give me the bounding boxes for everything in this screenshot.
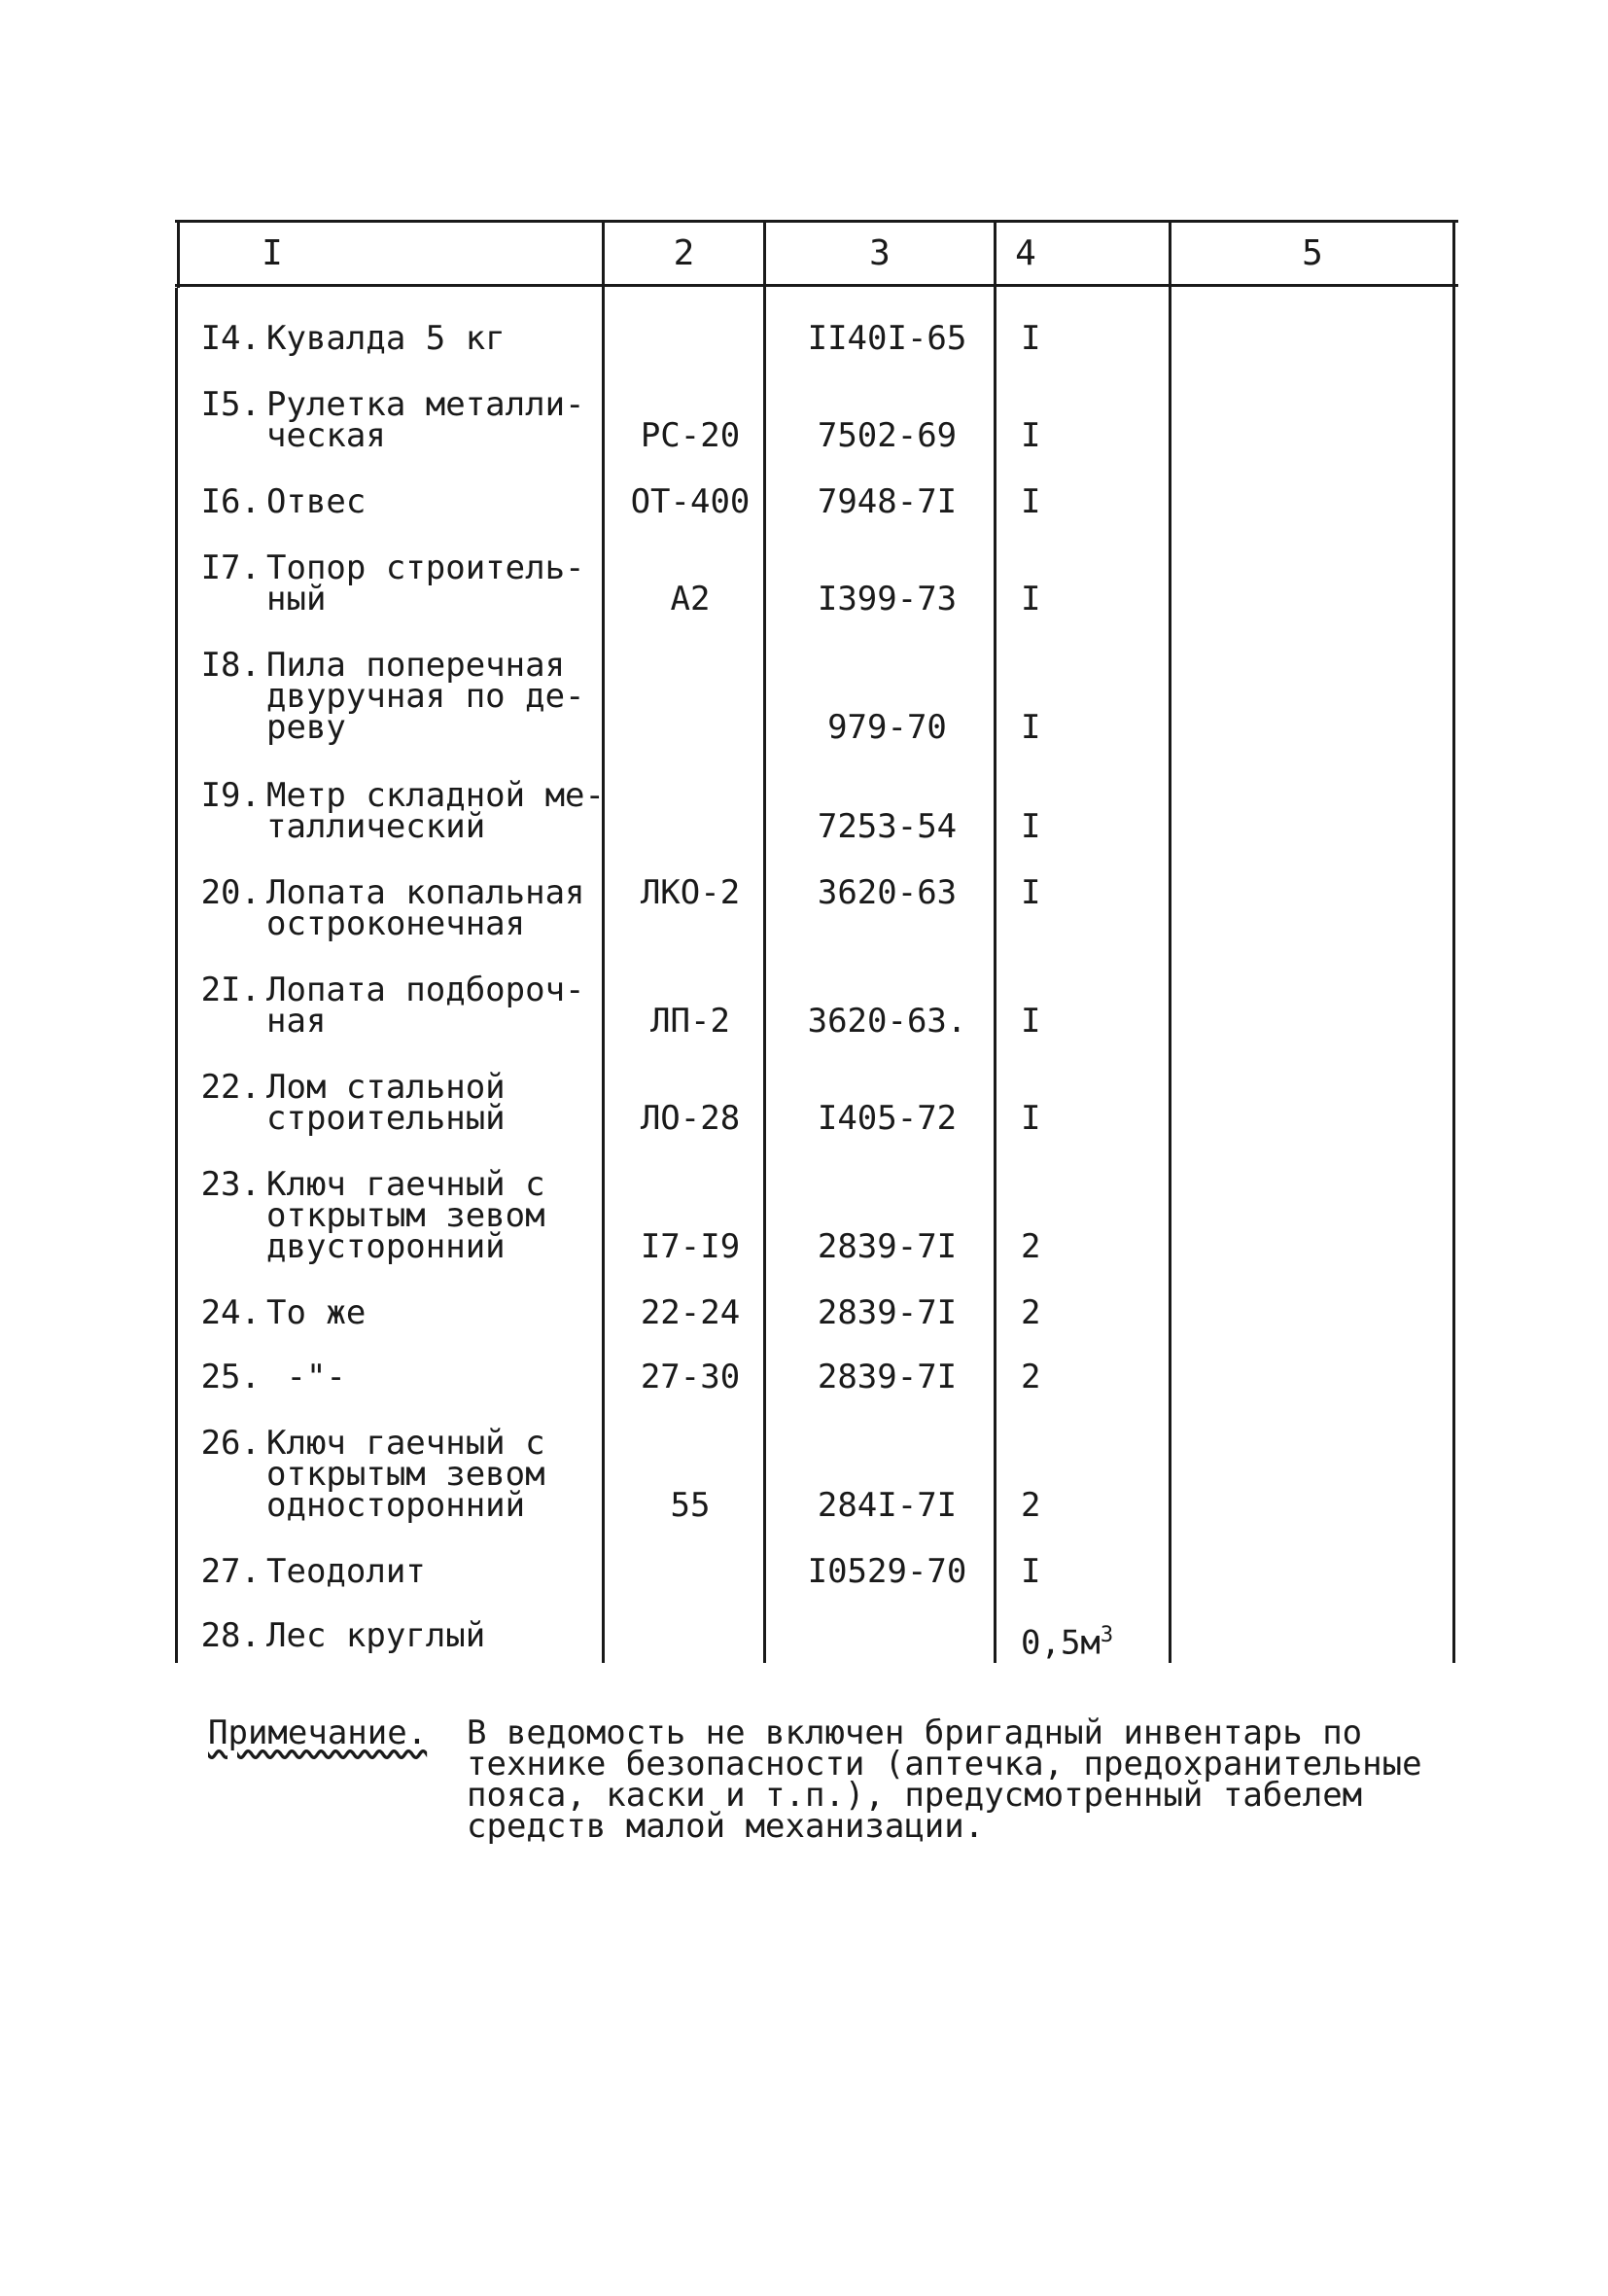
item-name: Лопата копальная остроконечная xyxy=(266,873,585,943)
item-name: Лом стальной строительный xyxy=(266,1068,506,1138)
item-gost: I0529-70 xyxy=(807,1552,967,1591)
item-mark: 22-24 xyxy=(640,1293,741,1332)
item-mark: РС-20 xyxy=(640,416,741,455)
item-gost: II40I-65 xyxy=(807,319,967,358)
item-qty: I xyxy=(1021,416,1041,455)
item-gost: 2839-7I xyxy=(817,1293,958,1332)
item-gost: 7253-54 xyxy=(817,807,958,846)
item-mark: ЛО-28 xyxy=(640,1099,741,1138)
item-qty: I xyxy=(1021,319,1041,358)
row-number: I7. xyxy=(200,548,261,587)
item-name: Ключ гаечный с открытым зевом двусторонний xyxy=(266,1165,545,1266)
item-name: Лес круглый xyxy=(266,1616,486,1655)
col-border-2 xyxy=(763,220,766,1663)
item-gost: 979-70 xyxy=(827,708,947,747)
header-col-5: 5 xyxy=(1302,232,1323,273)
item-qty: I xyxy=(1021,482,1041,521)
item-qty: I xyxy=(1021,873,1041,912)
note-text: В ведомость не включен бригадный инвентарь по технике безопасности (аптечка, предохранительные пояса, каски и т.п.), предусмотренный табелем средств малой механизации. xyxy=(467,1713,1422,1846)
item-gost: I399-73 xyxy=(817,580,958,618)
item-mark: 27-30 xyxy=(640,1358,741,1396)
item-gost: 2839-7I xyxy=(817,1358,958,1396)
row-number: I5. xyxy=(200,385,261,424)
item-qty: I xyxy=(1021,1099,1041,1138)
header-col-3: 3 xyxy=(869,232,891,273)
row-number: I4. xyxy=(200,319,261,358)
item-mark: ЛП-2 xyxy=(650,1002,730,1041)
item-gost: 7502-69 xyxy=(817,416,958,455)
note-label: Примечание. xyxy=(208,1713,428,1752)
item-name: -"- xyxy=(266,1358,346,1396)
item-name: Теодолит xyxy=(266,1552,426,1591)
item-mark: 55 xyxy=(670,1486,711,1525)
row-number: 23. xyxy=(200,1165,261,1204)
row-number: 22. xyxy=(200,1068,261,1107)
item-name: Пила поперечная двуручная по де- реву xyxy=(266,646,585,747)
item-qty: 2 xyxy=(1021,1293,1041,1332)
item-name: Отвес xyxy=(266,482,367,521)
col-border-5 xyxy=(1452,220,1455,1663)
row-number: 25. xyxy=(200,1358,261,1396)
col-border-4 xyxy=(1169,220,1171,1663)
item-name: Лопата подбороч- ная xyxy=(266,971,585,1041)
item-qty: I xyxy=(1021,1002,1041,1041)
item-name: Кувалда 5 кг xyxy=(266,319,506,358)
row-number: I6. xyxy=(200,482,261,521)
item-name: Метр складной ме- таллический xyxy=(266,776,605,846)
header-col-1: I xyxy=(262,232,283,273)
row-number: I8. xyxy=(200,646,261,685)
item-gost: 3620-63 xyxy=(817,873,958,912)
row-number: I9. xyxy=(200,776,261,815)
col-border-3 xyxy=(994,220,996,1663)
item-mark: I7-I9 xyxy=(640,1227,741,1266)
row-number: 27. xyxy=(200,1552,261,1591)
item-qty: I xyxy=(1021,1552,1041,1591)
item-qty: I xyxy=(1021,580,1041,618)
item-gost: 284I-7I xyxy=(817,1486,958,1525)
item-gost: I405-72 xyxy=(817,1099,958,1138)
item-qty: I xyxy=(1021,708,1041,747)
item-gost: 3620-63. xyxy=(807,1002,967,1041)
item-qty-value: 0,5м xyxy=(1021,1623,1101,1663)
item-qty xyxy=(1021,1620,1157,1663)
row-number: 20. xyxy=(200,873,261,912)
item-qty: 2 xyxy=(1021,1358,1041,1396)
item-qty-exponent: 3 xyxy=(1100,1623,1114,1647)
item-name: Ключ гаечный с открытым зевом односторонний xyxy=(266,1424,545,1525)
row-number: 2I. xyxy=(200,971,261,1009)
item-mark: ЛКО-2 xyxy=(640,873,741,912)
item-mark: А2 xyxy=(670,580,711,618)
header-col-4: 4 xyxy=(1015,232,1036,273)
item-mark: ОТ-400 xyxy=(630,482,751,521)
row-number: 24. xyxy=(200,1293,261,1332)
item-gost: 2839-7I xyxy=(817,1227,958,1266)
item-name: Рулетка металли- ческая xyxy=(266,385,585,455)
item-qty: 2 xyxy=(1021,1227,1041,1266)
item-name: Топор строитель- ный xyxy=(266,548,585,618)
item-gost: 7948-7I xyxy=(817,482,958,521)
item-name: То же xyxy=(266,1293,367,1332)
row-number: 28. xyxy=(200,1616,261,1655)
col-border-left xyxy=(175,288,178,1663)
item-qty: 2 xyxy=(1021,1486,1041,1525)
row-number: 26. xyxy=(200,1424,261,1463)
item-qty: I xyxy=(1021,807,1041,846)
inventory-table xyxy=(175,220,1458,1663)
header-col-2: 2 xyxy=(673,232,695,273)
